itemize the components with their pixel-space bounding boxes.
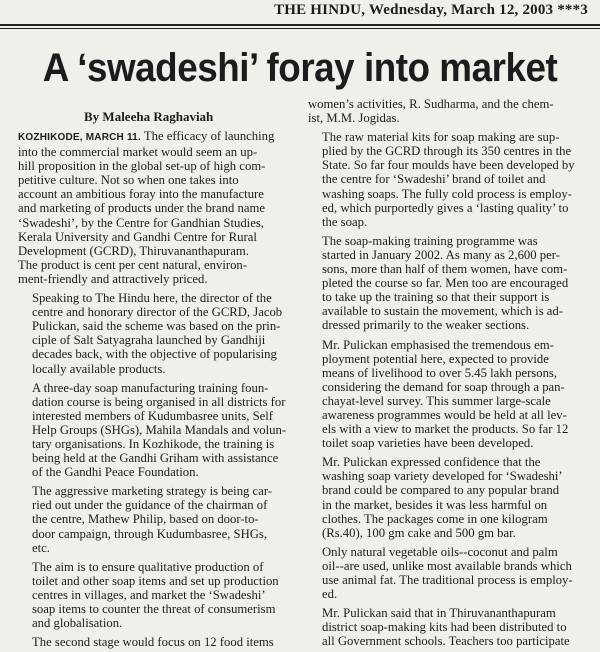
article-line: clothes. The packages come in one kilogram bbox=[322, 511, 548, 526]
article-column-right bbox=[308, 97, 592, 652]
byline: By Maleeha Raghaviah bbox=[84, 109, 214, 124]
article-line: The aim is to ensure qualitative production of bbox=[32, 559, 264, 574]
article-line: dation course is being organised in all districts for bbox=[32, 394, 286, 409]
article-line: els with a view to market the products. So far 12 bbox=[322, 422, 569, 437]
article-line: centre and honorary director of the GCRD, Jacob bbox=[32, 305, 283, 320]
article-line: ist, M.M. Jogidas. bbox=[308, 111, 400, 126]
article-line: interested members of Kudumbasree units, Self bbox=[32, 408, 274, 423]
article-line: dressed primarily to the weaker sections. bbox=[322, 318, 530, 333]
article-line: the centre for ‘Swadeshi’ brand of toilet and bbox=[322, 172, 546, 187]
article-line: women’s activities, R. Sudharma, and the chem- bbox=[308, 97, 554, 111]
article-line: means of livelihood to over 5.45 lakh persons, bbox=[322, 365, 558, 380]
article-line: sons, more than half of them women, have com- bbox=[322, 262, 568, 277]
article-column-left bbox=[18, 129, 294, 652]
article-line: ‘Swadeshi’, by the Centre for Gandhian Studies, bbox=[18, 215, 264, 230]
article-line: use animal fat. The traditional process is employ- bbox=[322, 573, 573, 587]
article-paragraph bbox=[18, 129, 294, 286]
article-paragraph bbox=[308, 606, 592, 648]
article-paragraph bbox=[308, 97, 592, 125]
article-line: and marketing of products under the brand name bbox=[18, 201, 265, 216]
article-line: available to sustain the movement, which is ad- bbox=[322, 304, 564, 319]
article-line: district soap-making kits had been distributed to bbox=[322, 620, 567, 635]
article-line: washing soaps. The fully cold process is employ- bbox=[322, 186, 572, 201]
article-paragraph bbox=[18, 484, 294, 554]
article-line: Mr. Pulickan emphasised the tremendous em- bbox=[322, 337, 554, 352]
article-paragraph bbox=[18, 381, 294, 480]
article-line: ment-friendly and attractively priced. bbox=[18, 271, 208, 286]
article-line: brand could be compared to any popular brand bbox=[322, 483, 560, 498]
article-line: considering the demand for soap through a pan- bbox=[322, 379, 565, 394]
article-line: ed, which purportedly gives a ‘lasting quality’ to bbox=[322, 200, 569, 215]
article-line: ciple of Salt Satyagraha launched by Gandhiji bbox=[32, 333, 266, 348]
dateline: KOZHIKODE, MARCH 11. bbox=[18, 132, 144, 143]
article-line: centres in villages, and market the ‘Swadeshi’ bbox=[32, 587, 266, 602]
article-paragraph bbox=[18, 291, 294, 376]
article-line: started in January 2002. As many as 2,600 per- bbox=[322, 247, 560, 262]
article-line: Kerala University and Gandhi Centre for Rural bbox=[18, 229, 257, 244]
article-line: plied by the GCRD through its 350 centres in the bbox=[322, 144, 572, 159]
article-line: The efficacy of launching bbox=[143, 129, 275, 143]
article-line: The aggressive marketing strategy is being car- bbox=[32, 484, 273, 499]
masthead-rule-thin bbox=[0, 28, 600, 29]
article-line: awareness programmes would be held at all lev- bbox=[322, 407, 567, 422]
article-line: being held at the Gandhi Griham with assistance bbox=[32, 451, 279, 466]
masthead: THE HINDU, Wednesday, March 12, 2003 ***3 bbox=[274, 2, 588, 18]
article-line: Only natural vegetable oils--coconut and palm bbox=[322, 544, 558, 559]
article-line: account an ambitious foray into the manufacture bbox=[18, 187, 264, 202]
article-line: soap items to counter the threat of consumerism bbox=[32, 602, 276, 616]
article-line: washing soap variety developed for ‘Swadeshi’ bbox=[322, 469, 563, 484]
article-paragraph bbox=[308, 455, 592, 540]
article-line: The raw material kits for soap making are sup- bbox=[322, 130, 560, 145]
article-line: the soap. bbox=[322, 214, 368, 229]
article-line: (Rs.40), 100 gm cake and 500 gm bar. bbox=[322, 525, 516, 540]
article-line: State. So far four moulds have been developed by bbox=[322, 158, 575, 173]
article-line: door campaign, through Kudumbasree, SHGs, bbox=[32, 526, 268, 541]
article-paragraph bbox=[308, 130, 592, 229]
article-line: oil--are used, unlike most available brands which bbox=[322, 558, 572, 573]
article-line: tary organisations. In Kozhikode, the training is bbox=[32, 436, 275, 451]
article-line: of the Gandhi Peace Foundation. bbox=[32, 465, 199, 480]
masthead-rule bbox=[0, 24, 600, 26]
article-line: Mr. Pulickan expressed confidence that the bbox=[322, 455, 541, 470]
article-line: toilet soap varieties have been developed. bbox=[322, 436, 534, 451]
article-line: pleted the course so far. Men too are encouraged bbox=[322, 276, 569, 291]
article-line: The product is cent per cent natural, environ- bbox=[18, 257, 247, 272]
article-line: ployment potential here, expected to provide bbox=[322, 351, 549, 366]
headline: A ‘swadeshi’ foray into market bbox=[42, 46, 558, 90]
article-line: the centre, Mathew Philip, based on door-to- bbox=[32, 512, 259, 527]
article-line: Mr. Pulickan said that in Thiruvananthapuram bbox=[322, 606, 556, 621]
article-line: to take up the training so that their support is bbox=[322, 290, 550, 305]
article-line: all Government schools. Teachers too participate bbox=[322, 634, 570, 649]
article-paragraph bbox=[308, 234, 592, 333]
article-line: decades back, with the objective of popularising bbox=[32, 347, 277, 362]
article-line: etc. bbox=[32, 540, 50, 555]
article-line: ed. bbox=[322, 587, 338, 602]
article-line: petitive culture. Not so when one takes into bbox=[18, 173, 239, 188]
article-paragraph bbox=[18, 560, 294, 630]
article-line: ried out under the guidance of the chairman of bbox=[32, 498, 268, 513]
article-line: A three-day soap manufacturing training foun- bbox=[32, 380, 269, 395]
article-line: The second stage would focus on 12 food items bbox=[32, 635, 274, 650]
article-line: in the market, besides it was less harmful on bbox=[322, 497, 548, 512]
article-line: and globalisation. bbox=[32, 616, 123, 631]
article-line: Help Groups (SHGs), Mahila Mandals and volun- bbox=[32, 422, 287, 437]
article-paragraph bbox=[308, 545, 592, 601]
article-line: into the commercial market would seem an up- bbox=[18, 145, 258, 160]
article-line: chayat-level survey. This summer large-scale bbox=[322, 393, 551, 408]
article-line: hill proposition in the global set-up of high com- bbox=[18, 159, 266, 174]
article-paragraph bbox=[18, 635, 294, 649]
article-line: Speaking to The Hindu here, the director of the bbox=[32, 291, 272, 306]
article-line: The soap-making training programme was bbox=[322, 233, 538, 248]
article-line: locally available products. bbox=[32, 361, 166, 376]
article-line: toilet and other soap items and set up production bbox=[32, 573, 279, 588]
article-line: Pulickan, said the scheme was based on the prin- bbox=[32, 319, 281, 334]
article-line: Development (GCRD), Thiruvananthapuram. bbox=[18, 243, 249, 258]
article-paragraph bbox=[308, 338, 592, 451]
